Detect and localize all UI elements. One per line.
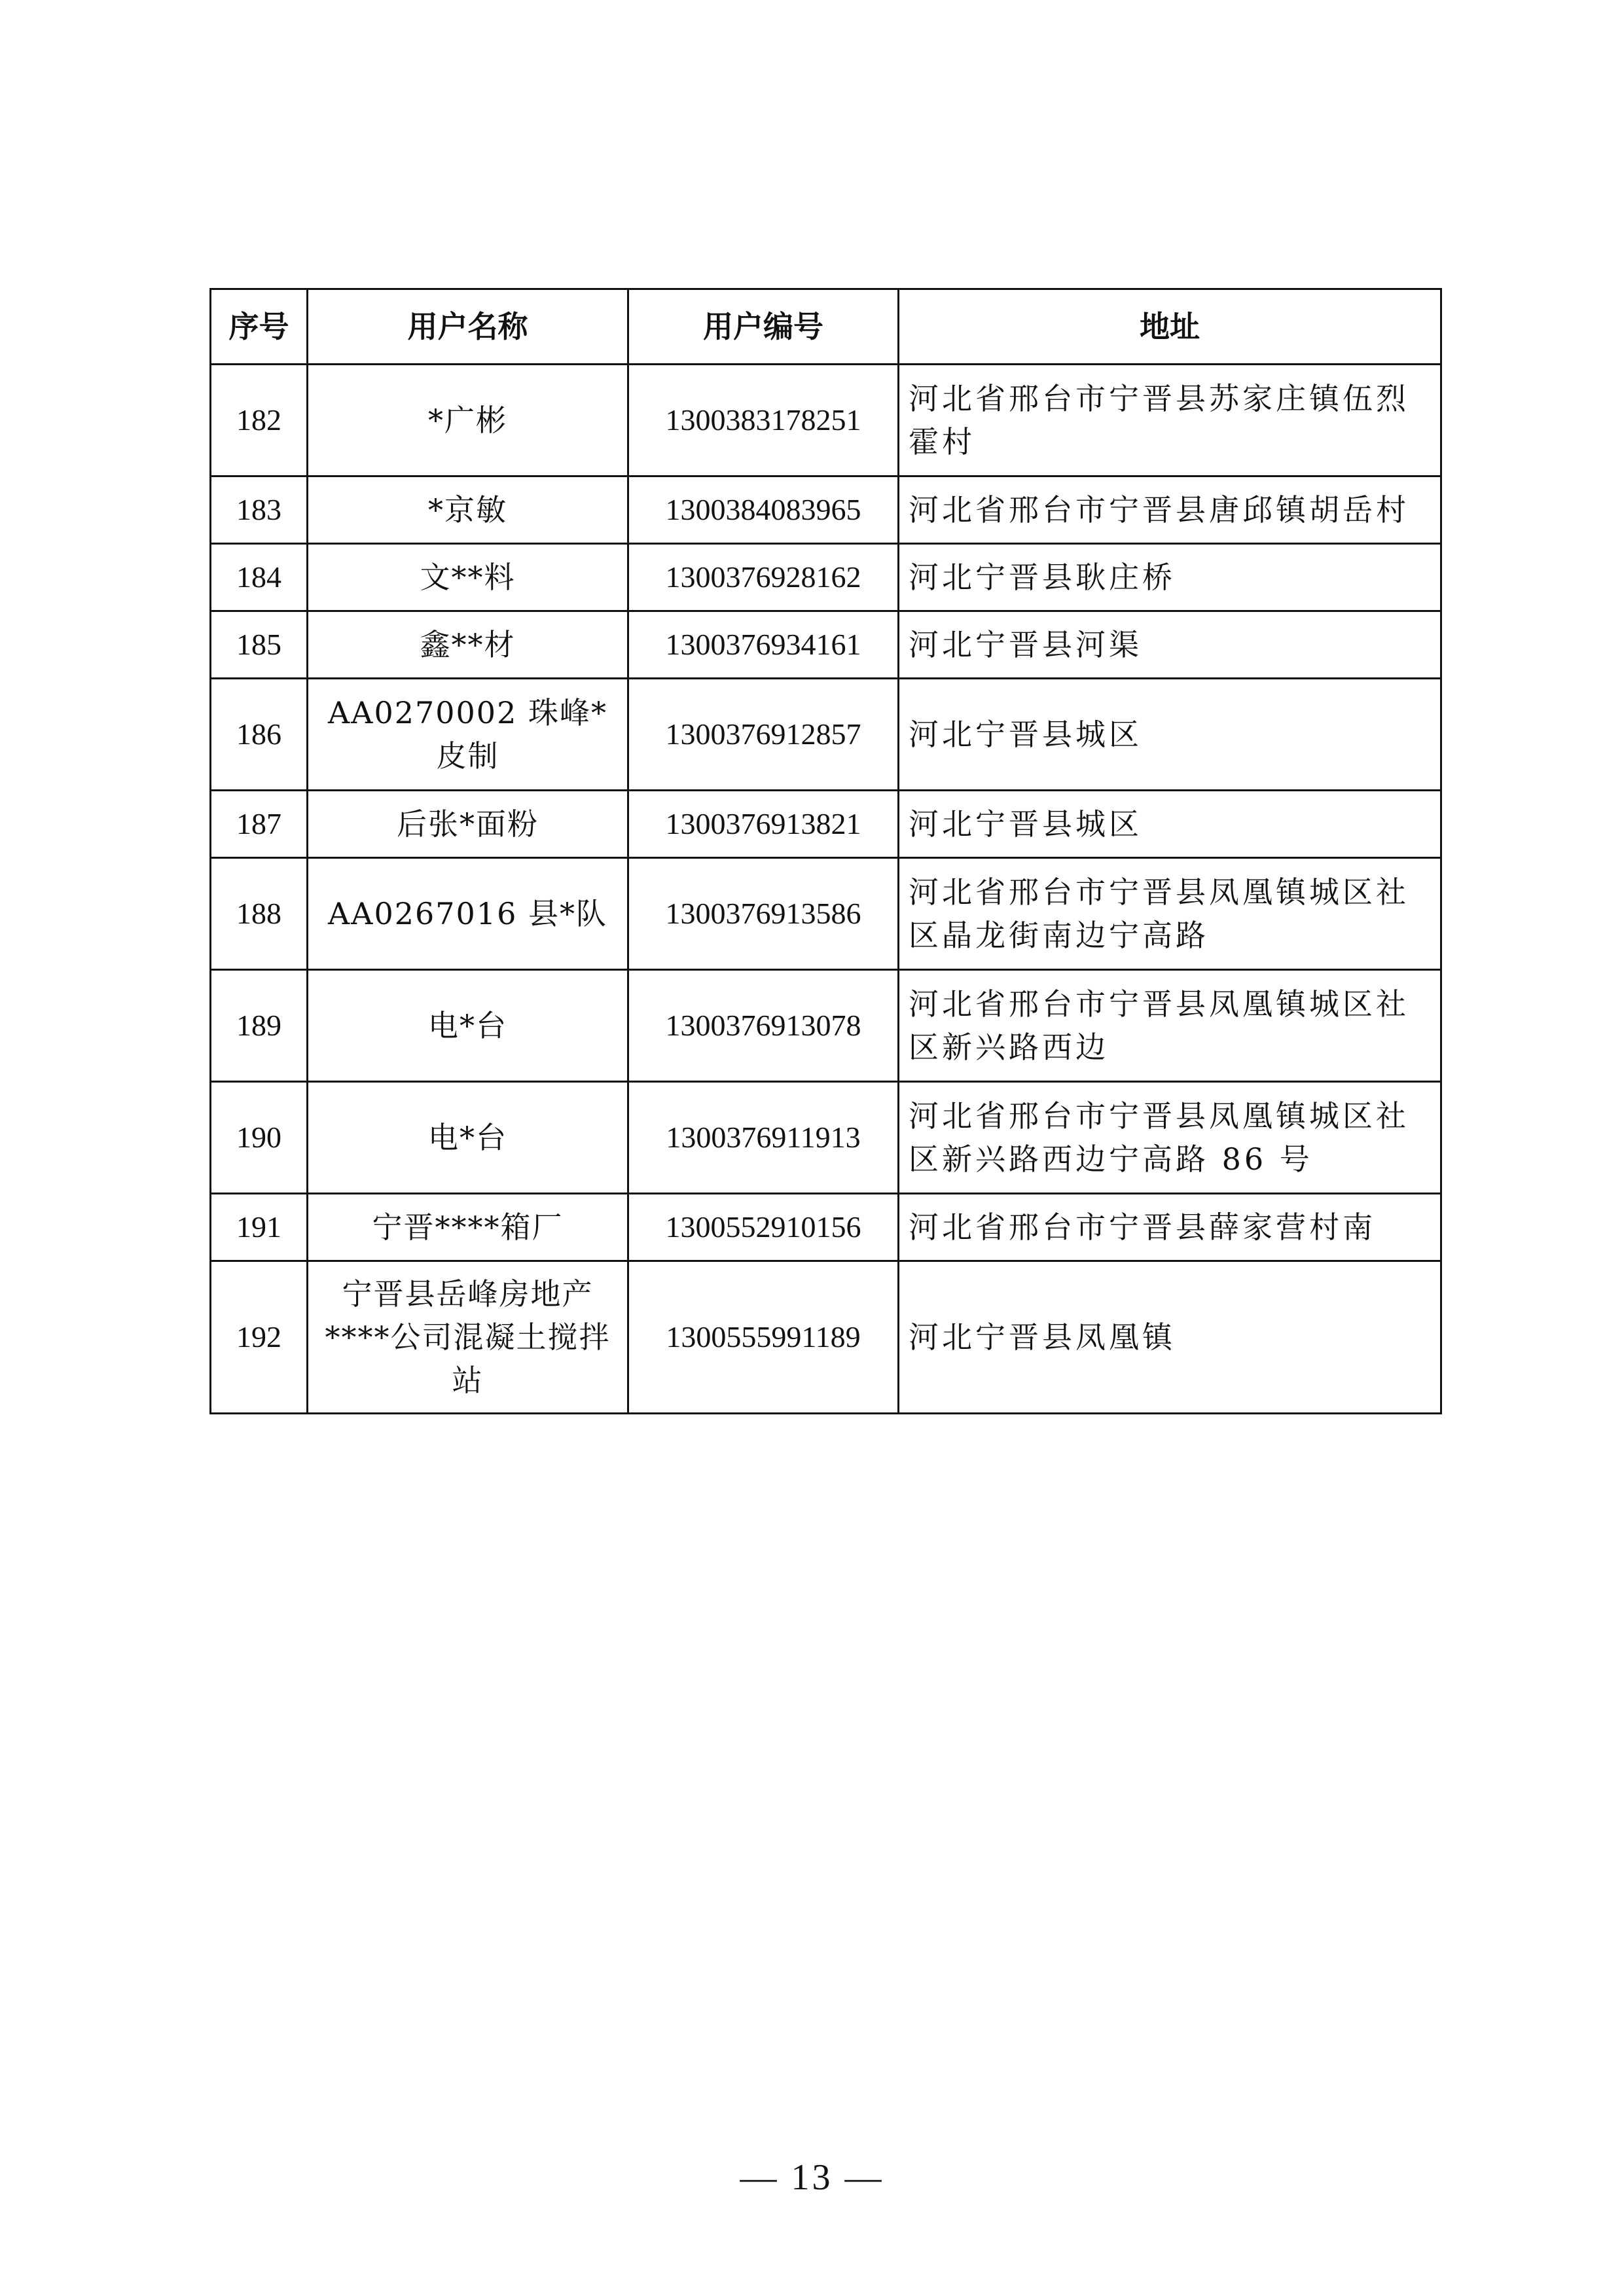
row-address: 河北省邢台市宁晋县唐邱镇胡岳村	[899, 476, 1441, 544]
row-name: 电*台	[308, 1082, 628, 1194]
document-page	[209, 288, 1440, 1414]
row-code: 1300552910156	[628, 1194, 899, 1261]
row-code: 1300376913586	[628, 858, 899, 970]
row-name: *广彬	[308, 365, 628, 476]
row-address: 河北省邢台市宁晋县薛家营村南	[899, 1194, 1441, 1261]
table-row	[211, 858, 1441, 970]
row-index: 187	[211, 791, 308, 858]
row-code: 1300376913078	[628, 970, 899, 1082]
row-code: 1300376913821	[628, 791, 899, 858]
row-index: 183	[211, 476, 308, 544]
row-index: 190	[211, 1082, 308, 1194]
table-row	[211, 544, 1441, 611]
user-table	[209, 288, 1442, 1414]
table-row	[211, 365, 1441, 476]
table-header-row	[211, 289, 1441, 365]
row-address: 河北省邢台市宁晋县苏家庄镇伍烈霍村	[899, 365, 1441, 476]
table-row	[211, 476, 1441, 544]
header-name: 用户名称	[308, 289, 628, 365]
row-code: 1300383178251	[628, 365, 899, 476]
row-code: 1300376934161	[628, 611, 899, 679]
row-index: 184	[211, 544, 308, 611]
row-name: 电*台	[308, 970, 628, 1082]
row-name: 宁晋县岳峰房地产****公司混凝土搅拌站	[308, 1261, 628, 1414]
row-code: 1300376928162	[628, 544, 899, 611]
row-index: 189	[211, 970, 308, 1082]
row-name: 宁晋****箱厂	[308, 1194, 628, 1261]
table-row	[211, 611, 1441, 679]
row-address: 河北宁晋县城区	[899, 791, 1441, 858]
row-name: 鑫**材	[308, 611, 628, 679]
header-index: 序号	[211, 289, 308, 365]
row-code: 1300376912857	[628, 679, 899, 791]
row-address: 河北省邢台市宁晋县凤凰镇城区社区新兴路西边宁高路 86 号	[899, 1082, 1441, 1194]
row-code: 1300555991189	[628, 1261, 899, 1414]
row-index: 192	[211, 1261, 308, 1414]
header-code: 用户编号	[628, 289, 899, 365]
row-address: 河北省邢台市宁晋县凤凰镇城区社区晶龙街南边宁高路	[899, 858, 1441, 970]
row-address: 河北宁晋县城区	[899, 679, 1441, 791]
row-name: 后张*面粉	[308, 791, 628, 858]
table-row	[211, 970, 1441, 1082]
row-index: 191	[211, 1194, 308, 1261]
row-address: 河北宁晋县凤凰镇	[899, 1261, 1441, 1414]
header-address: 地址	[899, 289, 1441, 365]
row-name: 文**料	[308, 544, 628, 611]
table-row	[211, 1082, 1441, 1194]
row-name: *京敏	[308, 476, 628, 544]
row-code: 1300384083965	[628, 476, 899, 544]
table-row	[211, 1261, 1441, 1414]
table-row	[211, 791, 1441, 858]
row-address: 河北宁晋县河渠	[899, 611, 1441, 679]
page-number: — 13 —	[740, 2157, 884, 2198]
row-name: AA0267016 县*队	[308, 858, 628, 970]
row-name: AA0270002 珠峰*皮制	[308, 679, 628, 791]
table-row	[211, 679, 1441, 791]
row-index: 186	[211, 679, 308, 791]
row-index: 182	[211, 365, 308, 476]
row-index: 188	[211, 858, 308, 970]
row-address: 河北宁晋县耿庄桥	[899, 544, 1441, 611]
table-row	[211, 1194, 1441, 1261]
row-code: 1300376911913	[628, 1082, 899, 1194]
row-address: 河北省邢台市宁晋县凤凰镇城区社区新兴路西边	[899, 970, 1441, 1082]
row-index: 185	[211, 611, 308, 679]
